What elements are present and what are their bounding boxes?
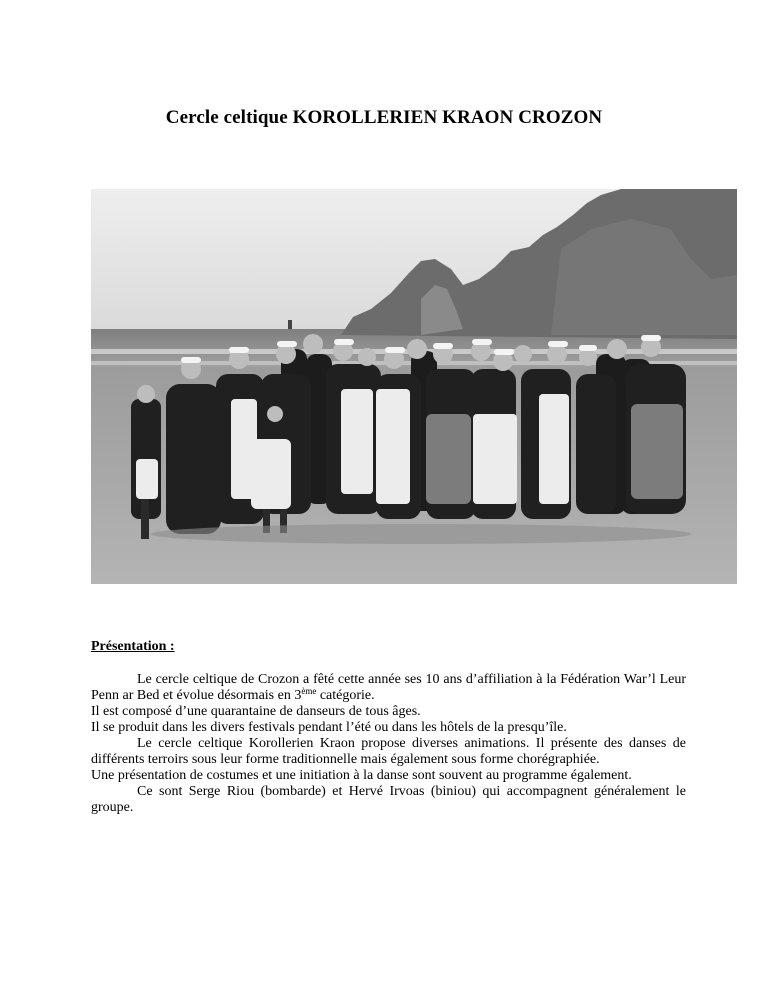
page-title: Cercle celtique KOROLLERIEN KRAON CROZON [165,107,603,128]
paragraph-affiliation: Le cercle celtique de Crozon a fêté cette année ses 10 ans d’affiliation à la Fédération War’l Leur Penn ar Bed et évolue désormais en 3ème catégorie. [91,672,686,703]
superscript-eme: ème [301,686,317,696]
paragraph-musicians: Ce sont Serge Riou (bombarde) et Hervé Irvoas (biniou) qui accompagnent généralement le groupe. [91,784,686,815]
group-photo-illustration [91,189,737,584]
presentation-body [91,672,686,816]
paragraph-dancers: Il est composé d’une quarantaine de danseurs de tous âges. [91,704,421,719]
section-heading-presentation: Présentation : [91,639,175,654]
lighthouse [288,320,292,329]
paragraph-festivals: Il se produit dans les divers festivals pendant l’été ou dans les hôtels de la presqu’île. [91,720,567,735]
group-photo [91,189,737,584]
paragraph-animations: Le cercle celtique Korollerien Kraon propose diverses animations. Il présente des danses de différents terroirs sous leur forme traditionnelle mais également sous forme chorégraphiée. [91,736,686,767]
paragraph-costumes: Une présentation de costumes et une initiation à la danse sont souvent au programme également. [91,768,632,783]
